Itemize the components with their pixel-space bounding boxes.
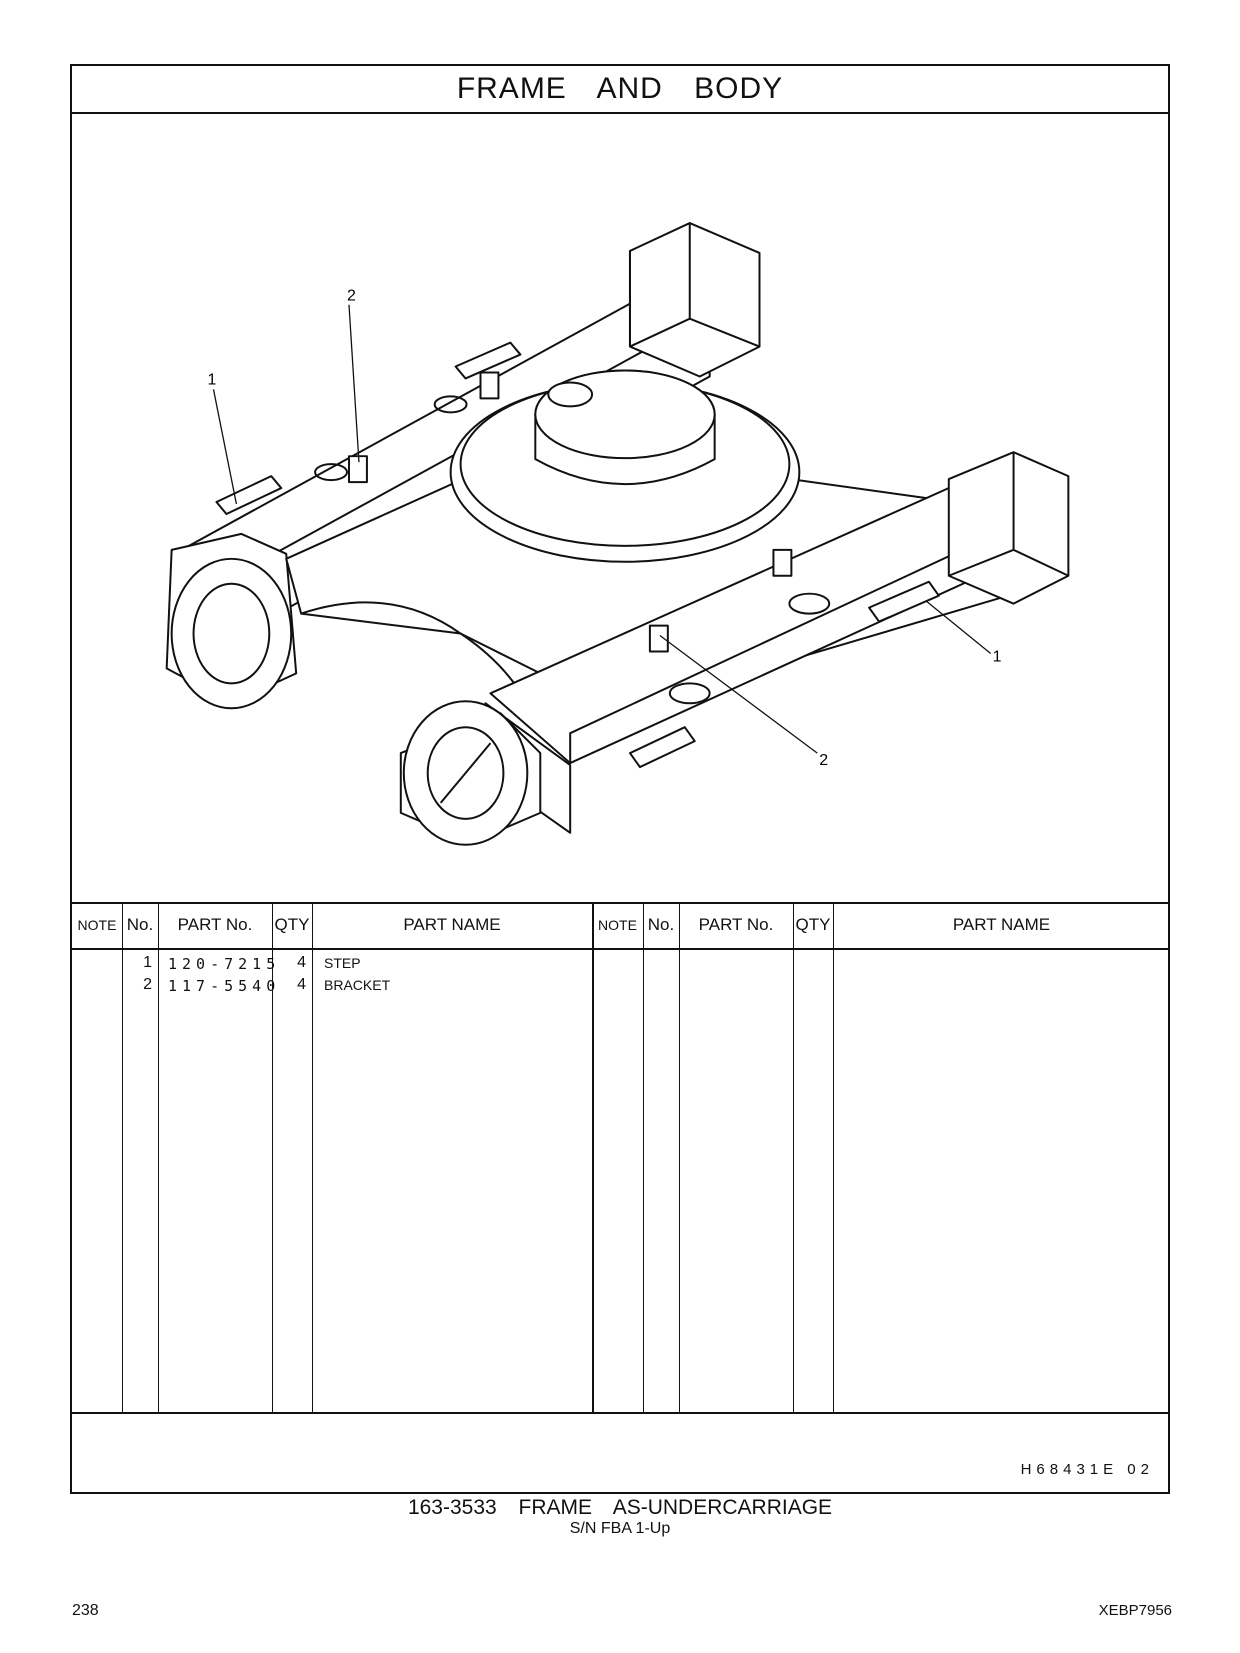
row-quantity: 4 xyxy=(297,976,306,993)
column-header-note: NOTE xyxy=(77,917,117,933)
bracket-upper xyxy=(349,456,367,482)
bracket-lower xyxy=(650,626,668,652)
callout-label: 2 xyxy=(819,752,829,770)
callout-label: 1 xyxy=(992,648,1002,666)
document-id: XEBP7956 xyxy=(1098,1602,1172,1619)
row-part-name: STEP xyxy=(324,955,361,971)
parts-table xyxy=(72,902,1168,1414)
left-idler xyxy=(172,559,292,708)
row-item-number: 1 xyxy=(143,954,152,971)
callout-label: 2 xyxy=(346,287,356,305)
illustration-code: H68431E 02 xyxy=(1020,1461,1154,1478)
page-number: 238 xyxy=(72,1602,99,1619)
column-header-part-name: PART NAME xyxy=(403,915,501,934)
row-item-number: 2 xyxy=(143,976,152,993)
bracket-lower-2 xyxy=(773,550,791,576)
column-header-note-2: NOTE xyxy=(598,917,637,933)
undercarriage-illustration xyxy=(72,114,1168,902)
assembly-title: 163-3533 FRAME AS-UNDERCARRIAGE xyxy=(407,1496,833,1519)
callout-label: 1 xyxy=(207,371,217,389)
frame-drawing xyxy=(72,114,1168,902)
row-part-name: BRACKET xyxy=(324,977,391,993)
bracket-upper-2 xyxy=(481,372,499,398)
column-header-qty: QTY xyxy=(274,915,310,934)
parts-page-frame xyxy=(70,64,1170,1494)
column-header-no-2: No. xyxy=(647,915,675,934)
lower-end-block xyxy=(949,452,1069,603)
row-part-number: 120-7215 xyxy=(168,955,281,973)
column-header-part-no-2: PART No. xyxy=(698,915,774,934)
column-header-no: No. xyxy=(126,915,154,934)
row-quantity: 4 xyxy=(297,954,306,971)
assembly-caption xyxy=(0,1496,1240,1538)
page-title: FRAME AND BODY xyxy=(72,66,1168,114)
serial-range: S/N FBA 1-Up xyxy=(569,1520,671,1537)
column-header-part-no: PART No. xyxy=(177,915,253,934)
column-header-qty-2: QTY xyxy=(795,915,831,934)
step-lower-2 xyxy=(630,727,695,767)
row-part-number: 117-5540 xyxy=(168,977,281,995)
column-header-part-name-2: PART NAME xyxy=(952,915,1051,934)
upper-end-block xyxy=(630,223,760,376)
